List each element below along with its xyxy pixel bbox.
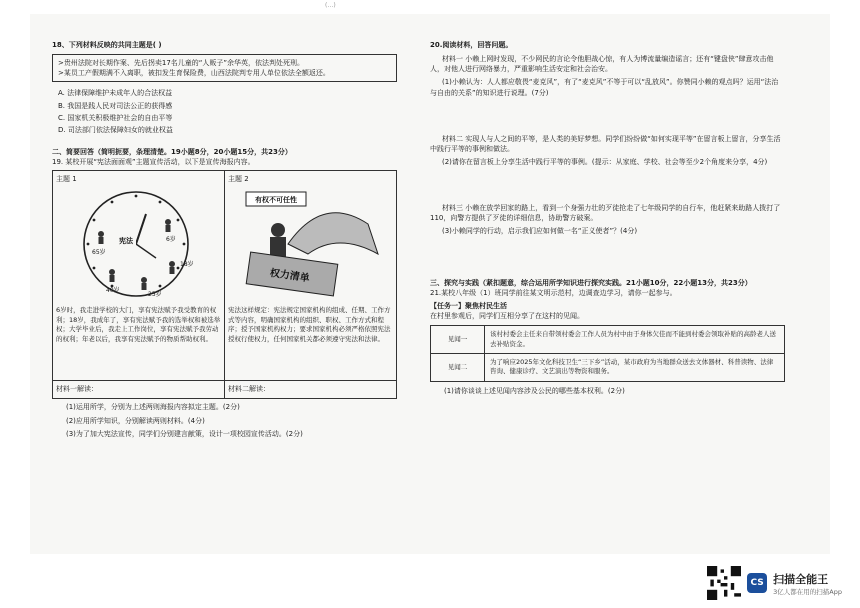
- q18-material-line: >某员工产假期满不入离职，被扣发生育保险费，山西法院判专用人单位依法全额返还。: [58, 69, 330, 78]
- q20-stem: 20.阅读材料，回答问题。: [430, 41, 513, 49]
- figure-head: [271, 223, 285, 237]
- observation-text: 为了响应2025年文化科技卫生“三下乡”活动，某市政府为当地群众送去文体器材、科普读物、法律咨询、健康诊疗、文艺演出等物资和服务。: [485, 353, 785, 381]
- q18-stem: 18、下列材料反映的共同主题是( ): [52, 41, 162, 49]
- q21-stem: 21.某校八年级（1）班同学前往某文明示范村，边调查边学习，请你一起参与。: [430, 288, 677, 297]
- observation-text: 该村村委会主任来自带领村委会工作人员为村中由于身体欠佳而不能到村委会领取补贴的高龄老人送去补贴资金。: [485, 326, 785, 354]
- q19-sub-1: (1)运用所学，分别为上述两则海报内容拟定主题。(2分): [66, 403, 240, 412]
- age-label: 40岁: [106, 287, 120, 295]
- theme2-label: 主题 2: [228, 175, 249, 184]
- brand-text: [773, 571, 842, 596]
- q20-question1: (1)小赖认为：人人都应敬畏“麦克风”，有了“麦克风”不等于可以“乱放风”。你赞同小赖的观点吗？运用“法治与自由的关系”的知识进行说理。(7分): [430, 78, 779, 97]
- q19-sub-2: (2)应用所学知识，分别解读两则材料。(4分): [66, 416, 205, 425]
- top-page-mark: (…): [325, 2, 336, 9]
- theme1-label: 主题 1: [56, 175, 77, 184]
- clock-hand-hour: [136, 214, 146, 244]
- rope-loop: [288, 213, 378, 254]
- poster-theme1: [53, 171, 224, 398]
- section2-title: 二、简要回答（简明扼要，条理清楚。19小题8分，20小题15分，共23分）: [52, 147, 292, 156]
- theme2-text: 宪法这样规定：宪法规定国家机构的组成、任期、工作方式等内容，明确国家机构的组织、职权、工作方式和程序；授予国家机构权力；要求国家机构必须严格依照宪法授权行使权力，任何国家机关都必须遵守宪法和法律。: [228, 306, 391, 343]
- q20-material2: 材料二 实现人与人之间的平等，是人类的美好梦想。同学们纷纷做“如何实现平等”在留言板上留言，分享生活中践行平等的事例和做法。: [430, 134, 781, 153]
- qr-code-icon: [707, 566, 741, 600]
- left-column: [52, 40, 397, 442]
- table-row: [431, 353, 785, 381]
- clock-center-label: 宪法: [119, 237, 133, 246]
- material2-footer: 材料二解读：: [225, 380, 396, 398]
- material1-footer: 材料一解读：: [53, 380, 224, 398]
- theme1-text: 6岁时，我走进学校的大门，享有宪法赋予我受教育的权利；18岁，我成年了，享有宪法赋予我的选举权和被选举权；大学毕业后，我走上工作岗位，享有宪法赋予我劳动的权利；年老以后，我享有宪法赋予的物质帮助权利。: [56, 306, 221, 343]
- brand-tagline: 3亿人都在用的扫描App: [773, 587, 842, 596]
- observation-label: 见闻二: [431, 353, 485, 381]
- q18-material-box: [52, 54, 397, 82]
- q20-question3: (3)小赖同学的行动，启示我们应如何做一名“正义使者”？(4分): [442, 227, 638, 236]
- section3-title: 三、探究与实践（紧扣题意，综合运用所学知识进行探究实践。21小题10分，22小题13分，共23分）: [430, 278, 752, 287]
- q20-material3: 材料三 小赖在放学回家的路上，看到一个身强力壮的歹徒抢走了七年级同学的自行车，他赶紧来助路人拨打了110，向警方提供了歹徒的详细信息，协助警方破案。: [430, 204, 781, 223]
- q18-option-b: B. 我国是践人民对司法公正的获得感: [58, 101, 173, 110]
- age-label: 25岁: [148, 291, 162, 299]
- answer-space: [430, 240, 785, 266]
- clock-svg: [56, 184, 216, 302]
- power-list-svg: [228, 184, 388, 302]
- q21-task1: 【任务一】聚焦村民生活: [430, 301, 507, 310]
- q21-observations-table: [430, 325, 785, 382]
- q20-material1: 材料一 小赖上网时发现，不少网民的言论令他胆战心惊，有人为博流量编造谣言；还有“键盘侠”肆意攻击他人，对他人进行网络暴力，严重影响生活安定和社会治安。: [430, 55, 774, 74]
- sign-text: 有权不可任性: [255, 196, 297, 205]
- brand-name: 扫描全能王: [773, 572, 829, 586]
- q19-poster: [52, 170, 397, 399]
- q18-option-d: D. 司法部门依法保障妇女的就业权益: [58, 125, 173, 134]
- person-figures: [98, 219, 175, 290]
- observation-label: 见闻一: [431, 326, 485, 354]
- camscanner-logo-icon: CS: [747, 573, 767, 593]
- q19-sub-3: (3)为了加大宪法宣传，同学们分别建言献策，设计一项校园宣传活动。(2分): [66, 429, 303, 438]
- poster-theme2: [224, 171, 396, 398]
- q19-stem: 19. 某校开展“宪法面面观”主题宣传活动，以下是宣传海报内容。: [52, 158, 255, 167]
- list-text: 权力清单: [269, 268, 311, 285]
- table-row: [431, 326, 785, 354]
- age-label: 65岁: [92, 249, 106, 257]
- scanner-watermark: [707, 566, 842, 600]
- age-label: 6岁: [166, 236, 176, 244]
- clock-hand-minute: [136, 244, 156, 258]
- q18-material-line: >贵州法院对长期作案、先后拐卖17名儿童的“人贩子”余华英，依法判处死刑。: [58, 59, 305, 68]
- right-column: [430, 40, 785, 399]
- q18-option-a: A. 法律保障维护未成年人的合法权益: [58, 89, 173, 98]
- answer-space: [430, 101, 785, 131]
- power-list-illustration: [228, 184, 393, 306]
- q20-question2: (2)请你在留言板上分享生活中践行平等的事例。(提示：从家庭、学校、社会等至少2个角度来分享，4分): [442, 157, 768, 166]
- q21-question1: (1)请你谈谈上述见闻内容涉及公民的哪些基本权利。(2分): [444, 386, 625, 395]
- q21-intro: 在村里参观后，同学们互相分享了在这村的见闻。: [430, 311, 584, 320]
- q18-option-c: C. 国家机关积极维护社会的自由平等: [58, 113, 173, 122]
- age-label: 18岁: [180, 261, 194, 269]
- answer-space: [430, 170, 785, 200]
- constitution-clock-illustration: [56, 184, 221, 306]
